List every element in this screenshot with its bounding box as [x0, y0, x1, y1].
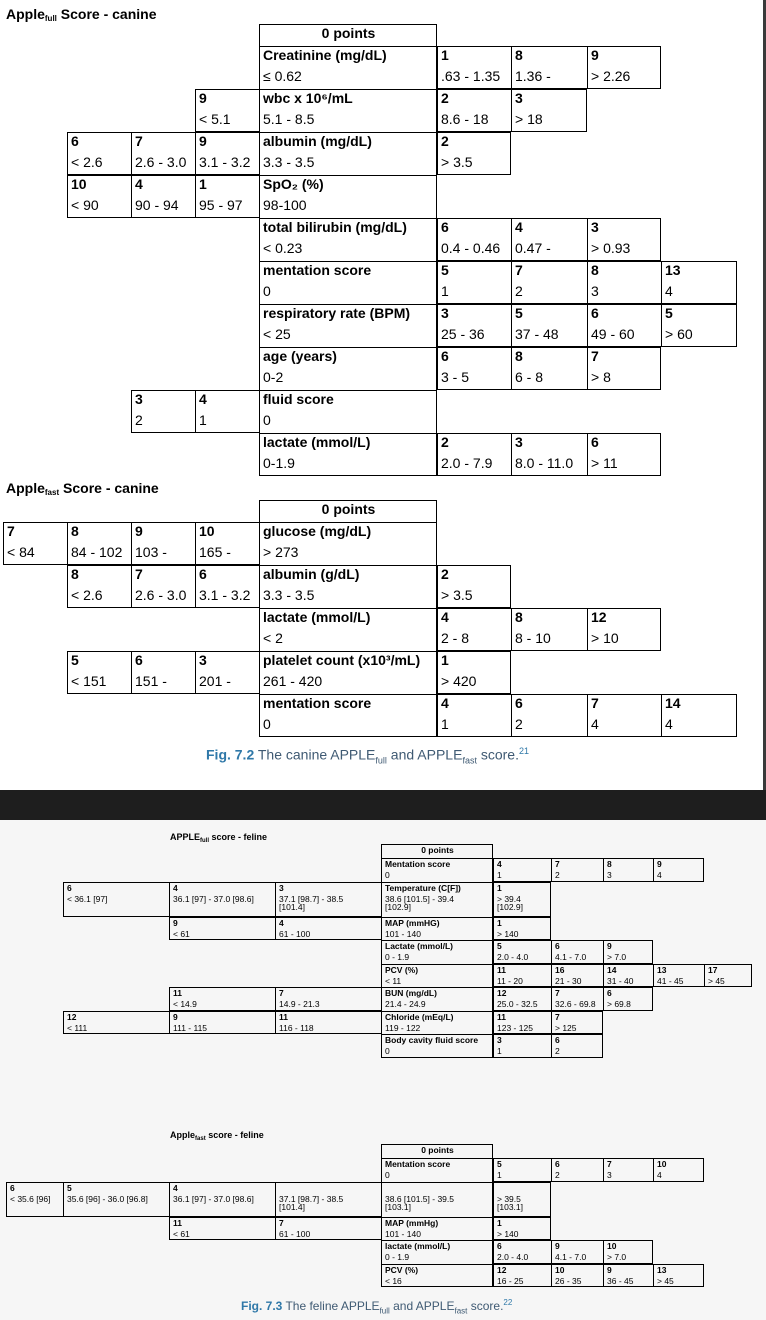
score-range: > 3.5: [437, 587, 511, 608]
zero-point-range: < 11: [381, 976, 493, 988]
zero-point-range: 3.3 - 3.5: [259, 587, 437, 608]
score-points: 4: [195, 390, 259, 412]
score-points: 6: [587, 433, 661, 455]
score-range: 37.1 [98.7] - 38.5 [101.4]: [275, 1194, 381, 1217]
score-range: > 11: [587, 455, 661, 476]
score-range: > 45: [653, 1276, 704, 1288]
zero-point-range: 3.3 - 3.5: [259, 154, 437, 175]
score-range: 4: [653, 870, 704, 882]
zero-point-range: 38.6 [101.5] - 39.5 [103.1]: [381, 1194, 493, 1217]
score-range: 165 -: [195, 544, 259, 565]
score-points: 12: [63, 1011, 169, 1023]
score-range: < 61: [169, 929, 275, 941]
score-points: 9: [551, 1240, 603, 1252]
score-points: 10: [653, 1158, 704, 1170]
score-points: 8: [511, 46, 587, 68]
score-points: 5: [511, 304, 587, 326]
score-points: 14: [603, 964, 653, 976]
score-range: 36.1 [97] - 37.0 [98.6]: [169, 894, 275, 917]
score-points: 6: [63, 882, 169, 894]
score-range: 61 - 100: [275, 1229, 381, 1241]
score-range: 123 - 125: [493, 1023, 551, 1035]
feline-fast-title: Apple$_{fast}$ score - feline: [170, 1130, 264, 1142]
score-points: 6: [437, 347, 511, 369]
zero-point-range: 101 - 140: [381, 929, 493, 941]
score-range: < 111: [63, 1023, 169, 1035]
parameter-name: mentation score: [259, 261, 437, 283]
score-points: 9: [587, 46, 661, 68]
score-range: 1: [493, 1170, 551, 1182]
zero-point-range: ≤ 0.62: [259, 68, 437, 89]
score-points: 3: [511, 89, 587, 111]
parameter-name: fluid score: [259, 390, 437, 412]
score-points: [493, 1182, 551, 1194]
score-range: 3.1 - 3.2: [195, 154, 259, 175]
parameter-name: PCV (%): [381, 1264, 493, 1276]
score-points: 4: [437, 608, 511, 630]
score-points: 4: [169, 1182, 275, 1194]
zero-points-header: 0 points: [381, 1144, 493, 1158]
parameter-name: glucose (mg/dL): [259, 522, 437, 544]
score-range: 1: [437, 283, 511, 304]
score-range: 25.0 - 32.5: [493, 999, 551, 1011]
score-range: 36 - 45: [603, 1276, 653, 1288]
score-range: 2.0 - 4.0: [493, 1252, 551, 1264]
score-points: 16: [551, 964, 603, 976]
canine-fast-title: Apple$_{fast}$ Score - canine: [6, 480, 159, 497]
parameter-name: [381, 1182, 493, 1194]
score-range: 16 - 25: [493, 1276, 551, 1288]
score-points: 7: [275, 1217, 381, 1229]
score-range: > 140: [493, 929, 551, 941]
parameter-name: respiratory rate (BPM): [259, 304, 437, 326]
score-points: 9: [131, 522, 195, 544]
score-range: 103 -: [131, 544, 195, 565]
score-points: 11: [169, 987, 275, 999]
score-range: > 140: [493, 1229, 551, 1241]
score-points: 9: [603, 940, 653, 952]
zero-points-header: 0 points: [381, 844, 493, 858]
score-range: > 2.26: [587, 68, 661, 89]
score-range: 2: [131, 412, 195, 433]
zero-point-range: 261 - 420: [259, 673, 437, 694]
score-range: 2 - 8: [437, 630, 511, 651]
score-range: 95 - 97: [195, 197, 259, 218]
score-range: 3 - 5: [437, 369, 511, 390]
score-points: 4: [493, 858, 551, 870]
score-points: 1: [195, 175, 259, 197]
score-points: 13: [661, 261, 737, 283]
score-range: 37 - 48: [511, 326, 587, 347]
score-range: 151 -: [131, 673, 195, 694]
score-points: 3: [437, 304, 511, 326]
score-points: 10: [603, 1240, 653, 1252]
parameter-name: PCV (%): [381, 964, 493, 976]
zero-point-range: 0 - 1.9: [381, 952, 493, 964]
score-points: 4: [169, 882, 275, 894]
score-points: 10: [551, 1264, 603, 1276]
score-range: 49 - 60: [587, 326, 661, 347]
score-points: 4: [511, 218, 587, 240]
score-points: 7: [131, 565, 195, 587]
score-points: 9: [603, 1264, 653, 1276]
score-range: 61 - 100: [275, 929, 381, 941]
score-range: 37.1 [98.7] - 38.5 [101.4]: [275, 894, 381, 917]
score-range: 4.1 - 7.0: [551, 952, 603, 964]
parameter-name: SpO₂ (%): [259, 175, 437, 197]
score-points: 5: [63, 1182, 169, 1194]
score-range: > 10: [587, 630, 661, 651]
score-points: 2: [437, 132, 511, 154]
score-points: 8: [67, 565, 131, 587]
zero-point-range: 119 - 122: [381, 1023, 493, 1035]
score-points: 7: [603, 1158, 653, 1170]
score-range: 8.0 - 11.0: [511, 455, 587, 476]
score-range: > 125: [551, 1023, 603, 1035]
score-range: 201 -: [195, 673, 259, 694]
score-points: 6: [587, 304, 661, 326]
zero-points-header: 0 points: [259, 24, 437, 46]
parameter-name: Chloride (mEq/L): [381, 1011, 493, 1023]
parameter-name: lactate (mmol/L): [259, 608, 437, 630]
score-points: 5: [493, 940, 551, 952]
zero-point-range: 0-1.9: [259, 455, 437, 476]
score-range: 3: [587, 283, 661, 304]
zero-point-range: < 25: [259, 326, 437, 347]
score-range: 3: [603, 1170, 653, 1182]
score-points: 9: [169, 917, 275, 929]
zero-point-range: > 273: [259, 544, 437, 565]
zero-point-range: 0: [381, 870, 493, 882]
parameter-name: albumin (mg/dL): [259, 132, 437, 154]
parameter-name: Creatinine (mg/dL): [259, 46, 437, 68]
score-range: < 14.9: [169, 999, 275, 1011]
score-points: 9: [195, 132, 259, 154]
zero-point-range: 21.4 - 24.9: [381, 999, 493, 1011]
zero-point-range: 0: [381, 1046, 493, 1058]
score-range: 31 - 40: [603, 976, 653, 988]
zero-point-range: 0: [259, 412, 437, 433]
score-points: 6: [195, 565, 259, 587]
score-points: 8: [511, 347, 587, 369]
zero-point-range: 0: [259, 716, 437, 737]
score-points: 11: [493, 1011, 551, 1023]
score-points: 7: [551, 987, 603, 999]
score-points: 5: [493, 1158, 551, 1170]
score-range: 6 - 8: [511, 369, 587, 390]
score-range: 2.6 - 3.0: [131, 587, 195, 608]
zero-point-range: 0-2: [259, 369, 437, 390]
parameter-name: platelet count (x10³/mL): [259, 651, 437, 673]
score-points: 11: [169, 1217, 275, 1229]
score-points: 7: [587, 347, 661, 369]
score-points: 11: [493, 964, 551, 976]
score-range: > 3.5: [437, 154, 511, 175]
score-range: < 84: [3, 544, 67, 565]
parameter-name: Lactate (mmol/L): [381, 940, 493, 952]
score-range: 1: [493, 1046, 551, 1058]
score-range: 4: [587, 716, 661, 737]
score-points: 8: [67, 522, 131, 544]
score-range: > 39.4 [102.9]: [493, 894, 551, 917]
zero-point-range: 38.6 [101.5] - 39.4 [102.9]: [381, 894, 493, 917]
parameter-name: lactate (mmol/L): [259, 433, 437, 455]
zero-point-range: 0: [259, 283, 437, 304]
score-range: 0.47 -: [511, 240, 587, 261]
score-points: 6: [551, 1034, 603, 1046]
score-points: 7: [551, 1011, 603, 1023]
score-range: 2: [551, 1046, 603, 1058]
score-range: 3: [603, 870, 653, 882]
score-points: 17: [704, 964, 752, 976]
score-range: < 36.1 [97]: [63, 894, 169, 917]
score-points: 9: [169, 1011, 275, 1023]
score-range: 1: [437, 716, 511, 737]
feline-figure: [0, 820, 766, 1320]
score-range: 4.1 - 7.0: [551, 1252, 603, 1264]
score-points: 3: [587, 218, 661, 240]
parameter-name: albumin (g/dL): [259, 565, 437, 587]
score-points: 7: [3, 522, 67, 544]
score-points: 8: [511, 608, 587, 630]
parameter-name: wbc x 10⁶/mL: [259, 89, 437, 111]
page-separator: [0, 790, 766, 820]
score-range: 25 - 36: [437, 326, 511, 347]
parameter-name: MAP (mmHG): [381, 917, 493, 929]
score-points: 2: [437, 433, 511, 455]
parameter-name: lactate (mmol/L): [381, 1240, 493, 1252]
score-points: 10: [195, 522, 259, 544]
score-range: 8 - 10: [511, 630, 587, 651]
score-range: 90 - 94: [131, 197, 195, 218]
score-range: > 0.93: [587, 240, 661, 261]
score-range: 2.0 - 4.0: [493, 952, 551, 964]
score-range: .63 - 1.35: [437, 68, 511, 89]
score-range: 4: [661, 283, 737, 304]
parameter-name: Mentation score: [381, 1158, 493, 1170]
score-range: > 60: [661, 326, 737, 347]
parameter-name: Body cavity fluid score: [381, 1034, 493, 1046]
score-points: 13: [653, 1264, 704, 1276]
score-range: 2: [511, 716, 587, 737]
score-range: 1: [195, 412, 259, 433]
parameter-name: total bilirubin (mg/dL): [259, 218, 437, 240]
score-points: 5: [437, 261, 511, 283]
zero-point-range: 0 - 1.9: [381, 1252, 493, 1264]
score-points: 3: [275, 882, 381, 894]
score-points: 2: [437, 565, 511, 587]
score-points: 7: [511, 261, 587, 283]
zero-points-header: 0 points: [259, 500, 437, 522]
score-range: 26 - 35: [551, 1276, 603, 1288]
score-points: 12: [587, 608, 661, 630]
score-points: 6: [551, 1158, 603, 1170]
score-points: 6: [437, 218, 511, 240]
score-range: 35.6 [96] - 36.0 [96.8]: [63, 1194, 169, 1217]
score-points: 14: [661, 694, 737, 716]
score-range: < 2.6: [67, 587, 131, 608]
score-points: 4: [131, 175, 195, 197]
score-range: 2: [551, 1170, 603, 1182]
score-range: 2: [551, 870, 603, 882]
score-points: 1: [493, 882, 551, 894]
score-points: 6: [603, 987, 653, 999]
score-points: 6: [67, 132, 131, 154]
score-points: 5: [67, 651, 131, 673]
score-points: 9: [195, 89, 259, 111]
score-range: 116 - 118: [275, 1023, 381, 1035]
score-points: 6: [511, 694, 587, 716]
score-range: 1: [493, 870, 551, 882]
score-points: 7: [551, 858, 603, 870]
score-range: 2: [511, 283, 587, 304]
score-range: 2.6 - 3.0: [131, 154, 195, 175]
score-range: > 7.0: [603, 952, 653, 964]
score-range: 14.9 - 21.3: [275, 999, 381, 1011]
parameter-name: mentation score: [259, 694, 437, 716]
score-points: 9: [653, 858, 704, 870]
score-range: 0.4 - 0.46: [437, 240, 511, 261]
score-range: < 5.1: [195, 111, 259, 132]
score-range: 8.6 - 18: [437, 111, 511, 132]
score-range: > 8: [587, 369, 661, 390]
score-range: 32.6 - 69.8: [551, 999, 603, 1011]
score-points: 3: [511, 433, 587, 455]
score-points: 6: [551, 940, 603, 952]
score-points: 6: [6, 1182, 63, 1194]
score-range: 111 - 115: [169, 1023, 275, 1035]
zero-point-range: 101 - 140: [381, 1229, 493, 1241]
score-range: > 7.0: [603, 1252, 653, 1264]
score-points: 12: [493, 987, 551, 999]
score-range: 36.1 [97] - 37.0 [98.6]: [169, 1194, 275, 1217]
score-range: 41 - 45: [653, 976, 704, 988]
score-range: 1.36 -: [511, 68, 587, 89]
score-range: > 420: [437, 673, 511, 694]
parameter-name: Mentation score: [381, 858, 493, 870]
score-range: < 61: [169, 1229, 275, 1241]
score-points: 8: [587, 261, 661, 283]
zero-point-range: 5.1 - 8.5: [259, 111, 437, 132]
score-points: 6: [131, 651, 195, 673]
score-range: > 45: [704, 976, 752, 988]
score-points: 3: [131, 390, 195, 412]
score-points: [275, 1182, 381, 1194]
score-range: 21 - 30: [551, 976, 603, 988]
score-points: 4: [275, 917, 381, 929]
canine-caption: Fig. 7.2 The canine $APPLE_{full}$ and $APPLE_{fast}$ score.$^{21}$: [206, 746, 529, 766]
score-range: < 90: [67, 197, 131, 218]
score-points: 1: [493, 917, 551, 929]
score-points: 1: [437, 651, 511, 673]
feline-full-title: $APPLE_{full}$ score - feline: [170, 832, 268, 844]
score-points: 2: [437, 89, 511, 111]
parameter-name: Temperature (C[F]): [381, 882, 493, 894]
score-points: 6: [493, 1240, 551, 1252]
feline-caption: Fig. 7.3 The feline $APPLE_{full}$ and $APPLE_{fast}$ score.$^{22}$: [241, 1298, 513, 1316]
canine-full-title: Apple$_{full}$ Score - canine: [6, 6, 157, 23]
score-points: 5: [661, 304, 737, 326]
zero-point-range: 0: [381, 1170, 493, 1182]
score-points: 13: [653, 964, 704, 976]
score-points: 3: [195, 651, 259, 673]
score-range: > 18: [511, 111, 587, 132]
score-range: < 35.6 [96]: [6, 1194, 63, 1217]
zero-point-range: 98-100: [259, 197, 437, 218]
score-points: 11: [275, 1011, 381, 1023]
score-points: 10: [67, 175, 131, 197]
score-points: 4: [437, 694, 511, 716]
score-points: 1: [493, 1217, 551, 1229]
score-range: 2.0 - 7.9: [437, 455, 511, 476]
score-points: 3: [493, 1034, 551, 1046]
score-range: 3.1 - 3.2: [195, 587, 259, 608]
score-range: 84 - 102: [67, 544, 131, 565]
score-range: 11 - 20: [493, 976, 551, 988]
score-range: > 39.5 [103.1]: [493, 1194, 551, 1217]
zero-point-range: < 0.23: [259, 240, 437, 261]
score-range: < 151: [67, 673, 131, 694]
score-points: 7: [131, 132, 195, 154]
score-range: > 69.8: [603, 999, 653, 1011]
zero-point-range: < 16: [381, 1276, 493, 1288]
score-points: 12: [493, 1264, 551, 1276]
score-points: 8: [603, 858, 653, 870]
score-points: 1: [437, 46, 511, 68]
score-points: 7: [587, 694, 661, 716]
parameter-name: MAP (mmHg): [381, 1217, 493, 1229]
parameter-name: age (years): [259, 347, 437, 369]
score-points: 7: [275, 987, 381, 999]
zero-point-range: < 2: [259, 630, 437, 651]
score-range: 4: [653, 1170, 704, 1182]
score-range: 4: [661, 716, 737, 737]
parameter-name: BUN (mg/dL): [381, 987, 493, 999]
score-range: < 2.6: [67, 154, 131, 175]
